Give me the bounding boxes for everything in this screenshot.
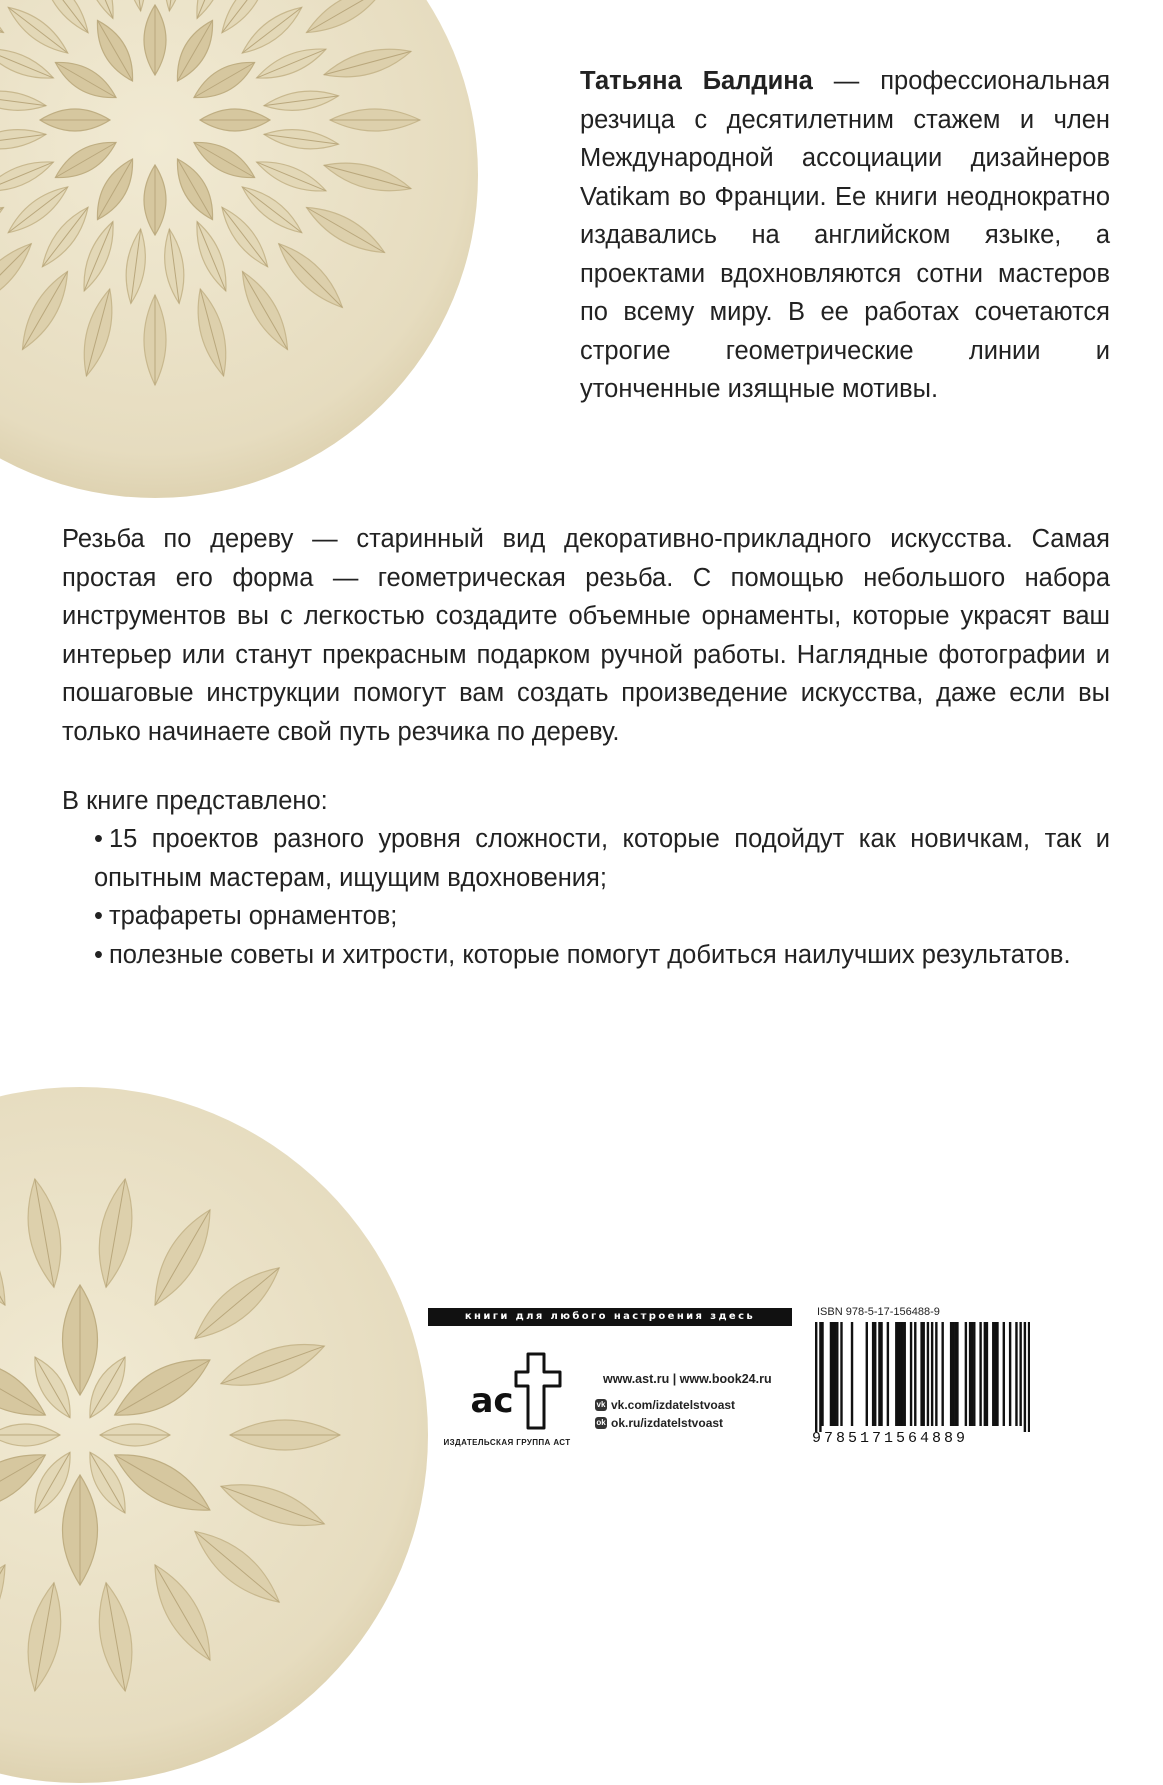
book-description: Резьба по дереву — старинный вид декоративно-прикладного искусства. Самая простая его форма — геометрическая резьба. С помощью небольшого набора инструментов вы с легкостью создадите объемные орнаменты, которые украсят ваш интерьер или станут прекрасным подарком ручной работы. Наглядные фотографии и пошаговые инструкции помогут вам создать произведение искусства, даже если вы только начинаете свой путь резчика по дереву. [62,525,1110,746]
publisher-caption: ИЗДАТЕЛЬСКАЯ ГРУППА АСТ [443,1438,571,1447]
barcode-bar [986,1322,988,1426]
barcode-bar [1003,1322,1005,1426]
barcode-bar [910,1322,912,1426]
barcode-bar [969,1322,971,1426]
author-bio-text: — профессиональная резчица с десятилетним стажем и член Международной ассоциации дизайнеров Vatikam во Франции. Ее книги неоднократно издавались на английском языке, а проектами вдохновляются сотни мастеров по всему миру. В ее работах сочетаются строгие геометрические линии и утонченные изящные мотивы. [580,67,1110,403]
odnoklassniki-icon: ok [596,1418,606,1427]
barcode-bar [815,1322,817,1432]
barcode-bar [994,1322,996,1426]
vk-url: vk.com/izdatelstvoast [611,1398,736,1412]
bullet-icon: • [94,940,103,969]
barcode-bar [954,1322,956,1426]
barcode-bar [965,1322,967,1426]
barcode-bar [984,1322,986,1426]
barcode-bar [866,1322,868,1426]
barcode-bar [819,1322,821,1432]
vk-link[interactable] [595,1398,735,1412]
barcode-bar [1019,1322,1021,1426]
list-item: • 15 проектов разного уровня сложности, которые подойдут как новичкам, так и опытным мастерам, ищущим вдохновения; [94,825,1110,892]
barcode-digits: 9785171564889 [812,1430,969,1447]
barcode-bar [901,1322,903,1426]
barcode-bar [874,1322,876,1426]
barcode-bar [897,1322,899,1426]
barcode-bar [840,1322,842,1426]
ok-url: ok.ru/izdatelstvoast [611,1416,724,1430]
book-description-block [62,520,1110,975]
barcode-bar [923,1322,925,1426]
vk-icon: vk [596,1400,606,1409]
barcode-bar [878,1322,880,1426]
bullet-icon: • [94,902,103,931]
barcode-bar [1009,1322,1011,1426]
barcode-bar [834,1322,836,1426]
barcode [815,1322,1030,1432]
barcode-bar [904,1322,906,1426]
author-bio [580,62,1110,409]
barcode-bar [914,1322,916,1426]
bullet-icon: • [94,825,103,854]
carved-plate-image-top [0,0,480,500]
barcode-bar [880,1322,882,1426]
barcode-bar [927,1322,929,1426]
barcode-bar [851,1322,853,1426]
barcode-bar [832,1322,834,1426]
carved-plate-image-bottom [0,1085,430,1785]
barcode-bar [952,1322,954,1426]
ok-link[interactable] [595,1416,723,1430]
barcode-bar [941,1322,943,1426]
barcode-bar [935,1322,937,1426]
publisher-slogan: книги для любого настроения здесь [428,1308,792,1326]
barcode-bar [931,1322,933,1426]
barcode-bar [836,1322,838,1426]
barcode-bar [971,1322,973,1426]
barcode-bar [899,1322,901,1426]
barcode-bar [950,1322,952,1426]
contents-list [62,820,1110,974]
barcode-bar [872,1322,874,1426]
barcode-bar [920,1322,922,1426]
list-item: • трафареты орнаментов; [94,902,398,931]
barcode-bar [992,1322,994,1426]
barcode-bar [830,1322,832,1426]
isbn-label: ISBN 978-5-17-156488-9 [817,1306,940,1318]
barcode-bar [895,1322,897,1426]
barcode-bar [887,1322,889,1426]
barcode-bar [821,1322,823,1426]
barcode-bar [956,1322,958,1426]
ast-logo [450,1346,570,1436]
barcode-bar [1024,1322,1026,1432]
logo-letters: ас [470,1381,514,1421]
author-name: Татьяна Балдина [580,67,813,95]
publisher-websites: www.ast.ru | www.book24.ru [603,1372,772,1386]
contents-intro: В книге представлено: [62,786,328,815]
barcode-bar [979,1322,981,1426]
barcode-bar [1015,1322,1017,1426]
list-item: • полезные советы и хитрости, которые помогут добиться наилучших результатов. [94,940,1071,969]
barcode-bar [1028,1322,1030,1432]
barcode-bar [996,1322,998,1426]
barcode-bar [973,1322,975,1426]
